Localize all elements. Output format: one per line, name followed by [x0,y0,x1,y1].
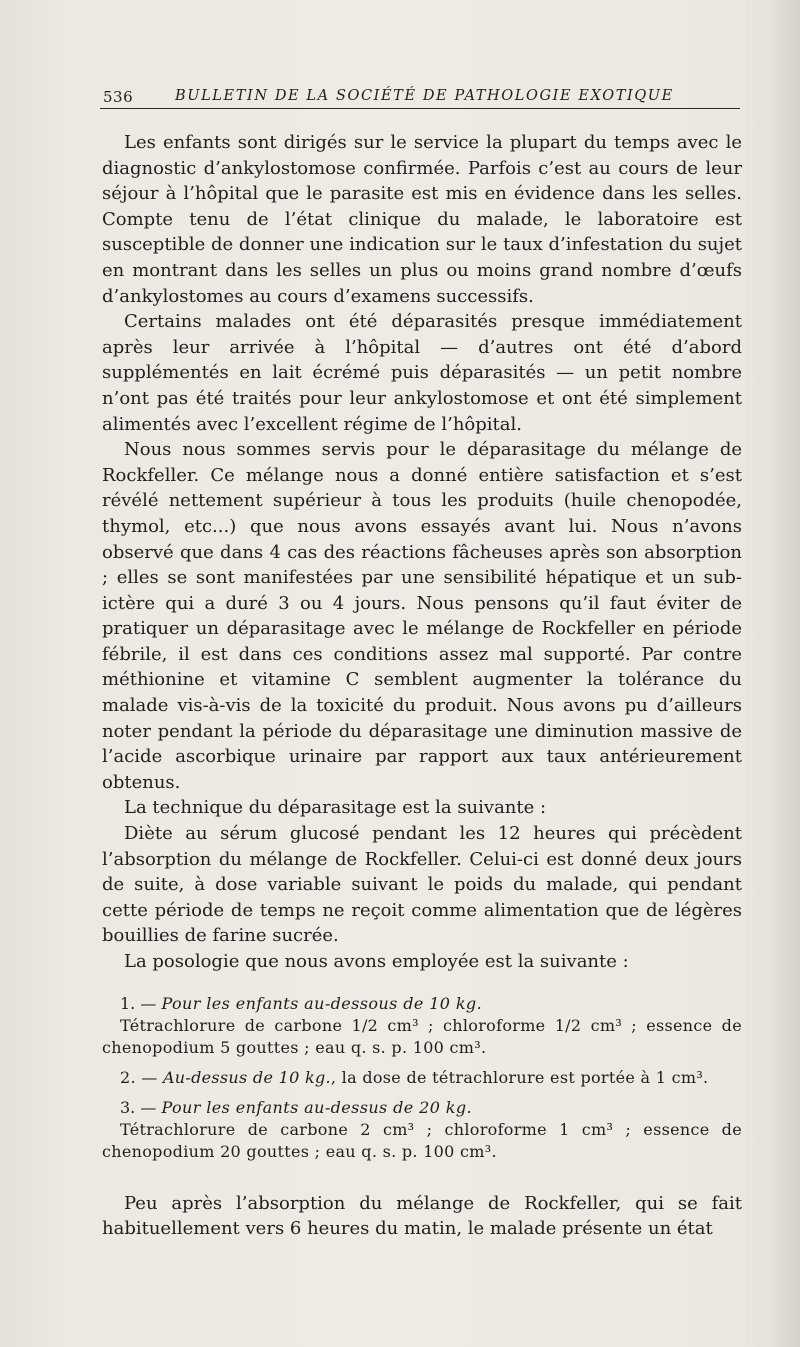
dose-1-title [102,993,742,1015]
page-number: 536 [103,88,134,106]
paragraph-intro: Les enfants sont dirigés sur le service la plupart du temps avec le diagnostic d’ankylostomose confirmée. Parfois c’est au cours de leur séjour à l’hôpital que le parasite est mis en évidence dans les selles. Compte tenu de l’état clinique du malade, le laboratoire est susceptible de donner une indication sur le taux d’infestation du sujet en montrant dans les selles un plus ou moins grand nombre d’œufs d’ankylostomes au cours d’examens successifs. [102,132,742,307]
dose-2-heading: Au-dessus de 10 kg. [162,1067,331,1087]
dose-3-text: Tétrachlorure de carbone 2 cm³ ; chloroforme 1 cm³ ; essence de chenopodium 20 gouttes ; eau q. s. p. 100 cm³. [102,1119,742,1161]
dose-2-text: , la dose de tétrachlorure est portée à 1 cm³. [330,1067,709,1087]
page-header [100,84,740,109]
paragraph-posology-intro: La posologie que nous avons employée est la suivante : [124,951,629,972]
dose-1-number: 1. — [120,993,162,1013]
dose-2-number: 2. — [120,1067,163,1087]
dose-2-line [102,1067,742,1089]
dose-3-heading: Pour les enfants au-dessus de 20 kg. [161,1097,473,1117]
paragraph-technique-heading: La technique du déparasitage est la suivante : [124,797,547,819]
paragraph-treatment: Certains malades ont été déparasités presque immédiatement après leur arrivée à l’hôpital — d’autres ont été d’abord supplémentés en lait écrémé puis déparasités — un petit nombre n’ont pas été traités pour leur ankylostomose et ont été simplement alimentés avec l’excellent régime de l’hôpital. [102,311,742,435]
dose-3-title [102,1097,742,1119]
running-title: BULLETIN DE LA SOCIÉTÉ DE PATHOLOGIE EXOTIQUE [175,88,674,104]
dose-1-heading: Pour les enfants au-dessous de 10 kg. [161,993,483,1013]
paragraph-final: Peu après l’absorption du mélange de Rockfeller, qui se fait habituellement vers 6 heures du matin, le malade présente un état [102,1192,742,1240]
paragraph-rockfeller: Nous nous sommes servis pour le déparasitage du mélange de Rockfeller. Ce mélange nous a donné entière satisfaction et s’est révélé nettement supérieur à tous les produits (huile chenopodée, thymol, etc...) que nous avons essayés avant lui. Nous n’avons observé que dans 4 cas des réactions fâcheuses après son absorption ; elles se sont manifestées par une sensibilité hépatique et un sub-ictère qui a duré 3 ou 4 jours. Nous pensons qu’il faut éviter de pratiquer un déparasitage avec le mélange de Rockfeller en période fébrile, il est dans ces conditions assez mal supporté. Par contre méthionine et vitamine C semblent augmenter la tolérance du malade vis-à-vis de la toxicité du produit. Nous avons pu d’ailleurs noter pendant la période du déparasitage une diminution massive de l’acide ascorbique urinaire par rapport aux taux antérieurement obtenus. [102,439,742,793]
page-edge-shadow [770,0,800,1347]
paragraph-diet: Diète au sérum glucosé pendant les 12 heures qui précèdent l’absorption du mélange de Rockfeller. Celui-ci est donné deux jours de suite, à dose variable suivant le poids du malade, qui pendant cette période de temps ne reçoit comme alimentation que de légères bouillies de farine sucrée. [102,823,742,947]
dose-1-text: Tétrachlorure de carbone 1/2 cm³ ; chloroforme 1/2 cm³ ; essence de chenopodium 5 gouttes ; eau q. s. p. 100 cm³. [102,1015,742,1057]
article-body [102,130,742,1242]
dose-3-number: 3. — [120,1097,162,1117]
